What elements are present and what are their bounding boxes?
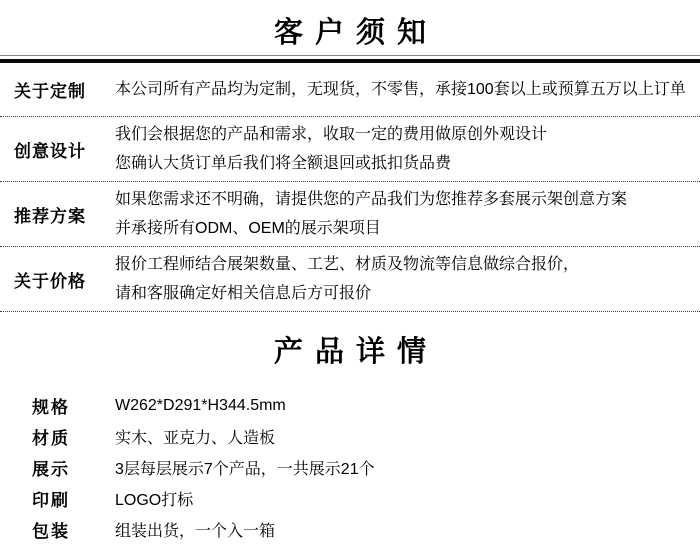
detail-row-material <box>0 421 700 452</box>
notice-row-content <box>100 75 700 104</box>
notice-content-line: 本公司所有产品均为定制，无现货，不零售，承接100套以上或预算五万以上订单 <box>115 81 686 98</box>
detail-row-value: LOGO打标 <box>115 492 194 509</box>
notice-row-content <box>100 185 700 243</box>
notice-row-label: 关于定制 <box>14 82 86 101</box>
notice-content-line: 我们会根据您的产品和需求，收取一定的费用做原创外观设计 <box>115 126 548 143</box>
notice-row-content <box>100 250 700 308</box>
notice-row-content <box>100 120 700 178</box>
detail-row-label: 包装 <box>32 522 70 541</box>
notice-row-recommendation <box>0 182 700 247</box>
detail-row-value: 3层每层展示7个产品，一共展示21个 <box>115 461 375 478</box>
notice-row-price <box>0 247 700 312</box>
notice-content-line: 报价工程师结合展架数量、工艺、材质及物流等信息做综合报价， <box>115 256 580 273</box>
customer-notice-table <box>0 63 700 312</box>
detail-row-display <box>0 452 700 483</box>
title-divider-rule <box>0 55 700 63</box>
notice-row-customization <box>0 63 700 117</box>
detail-row-label: 展示 <box>32 460 70 479</box>
detail-row-packaging <box>0 514 700 545</box>
notice-content-line: 如果您需求还不明确，请提供您的产品我们为您推荐多套展示架创意方案 <box>115 191 628 208</box>
detail-row-value: W262*D291*H344.5mm <box>115 396 286 414</box>
notice-content-line: 并承接所有ODM、OEM的展示架项目 <box>115 220 381 237</box>
detail-row-label: 印刷 <box>32 491 70 510</box>
notice-content-line: 您确认大货订单后我们将全额退回或抵扣货品费 <box>115 155 452 172</box>
notice-row-design <box>0 117 700 182</box>
detail-row-label: 材质 <box>32 429 70 448</box>
notice-row-label: 推荐方案 <box>14 206 86 226</box>
product-details-title: 产品详情 <box>273 334 438 368</box>
customer-notice-title: 客户须知 <box>273 15 438 49</box>
notice-row-label: 创意设计 <box>14 141 86 161</box>
notice-row-label: 关于价格 <box>14 271 86 291</box>
detail-row-printing <box>0 483 700 514</box>
detail-row-spec <box>0 390 700 421</box>
detail-row-label: 规格 <box>32 398 70 417</box>
notice-content-line: 请和客服确定好相关信息后方可报价 <box>115 285 372 302</box>
detail-row-value: 组装出货，一个入一箱 <box>115 523 276 540</box>
detail-row-value: 实木、亚克力、人造板 <box>115 430 276 447</box>
product-details-list <box>0 390 700 545</box>
